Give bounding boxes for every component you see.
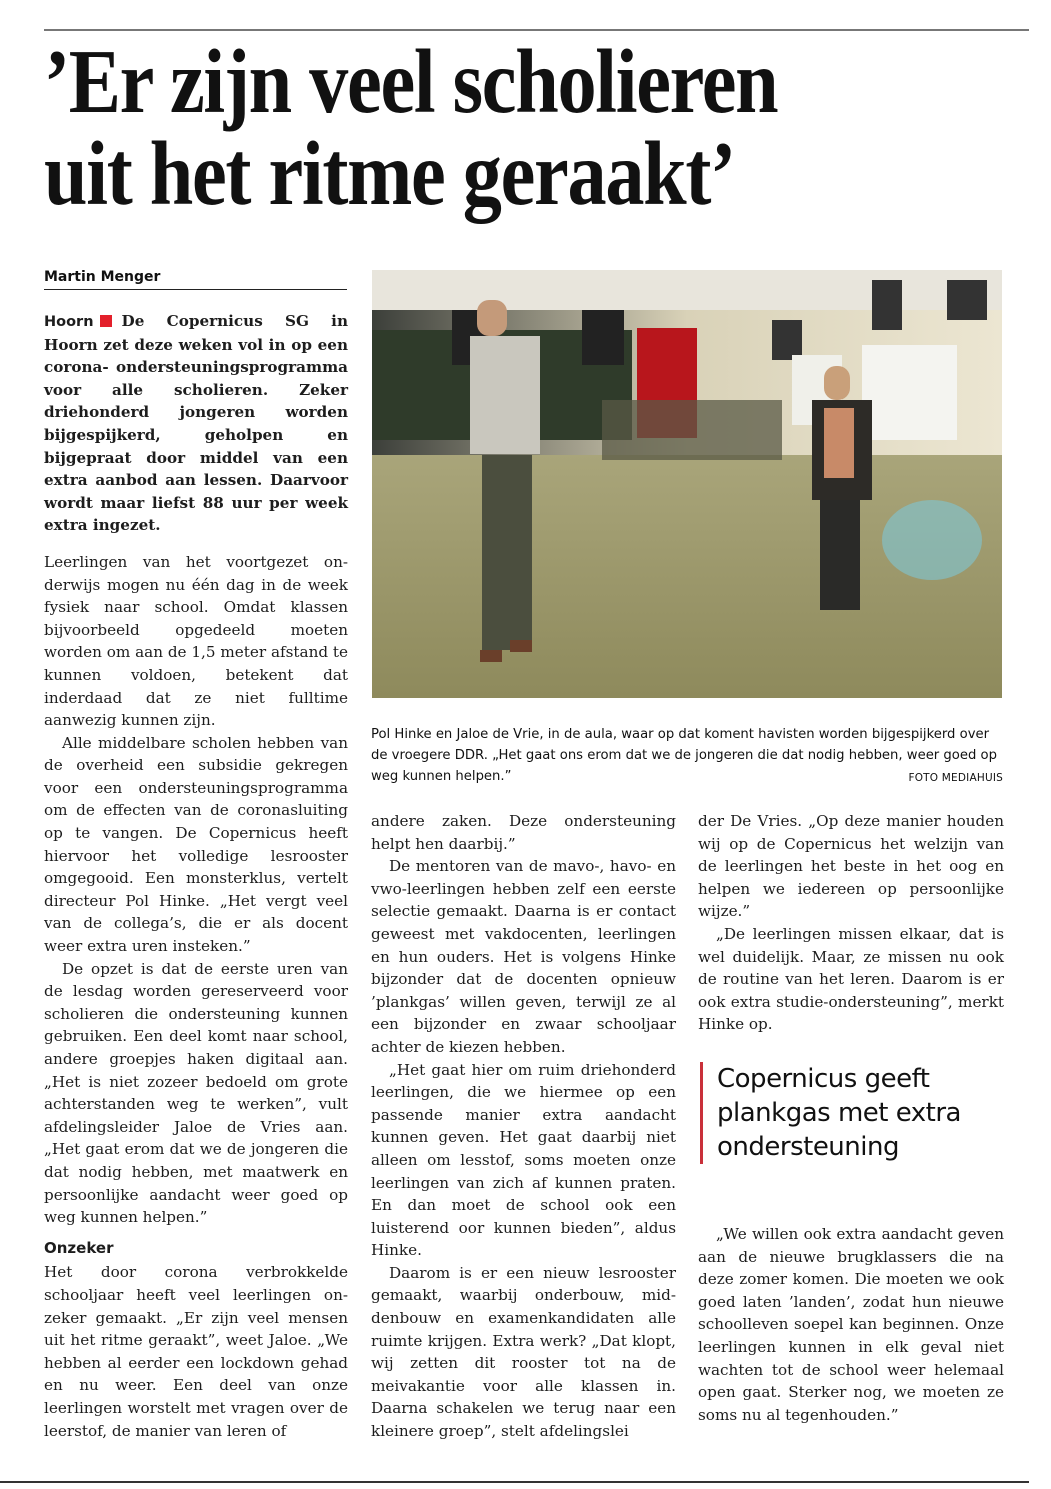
column-1 (44, 310, 348, 1442)
paragraph: „Het gaat hier om ruim driehonderd leerlingen, die we hiermee op een passende manier extra aandacht kunnen geven. Het gaat daarbij niet alleen om lesstof, soms moeten onze leerlingen van zich af kunnen praten. En dan moet de school ook een luisterend oor kunnen bieden”, aldus Hinke. (371, 1060, 676, 1260)
headline-line-2: uit het ritme geraakt’ (44, 123, 735, 224)
lead-text: De Copernicus SG in Hoorn zet deze weken vol in op een corona- ondersteuningsprogramma voor alle scholieren. Zeker driehonderd jongeren worden bijgespijkerd, geholpen en bijgepraat door middel van een extra aanbod aan lessen. Daarvoor wordt maar liefst 88 uur per week extra ingezet. (44, 312, 348, 535)
paragraph: Alle middelbare scholen hebben van de overheid een subsidie gekregen voor een ondersteuningsprogramma om de effecten van de coronasluiting op te vangen. De Copernicus heeft hiervoor het volledige lesrooster omgegooid. Een monsterklus, vertelt directeur Pol Hinke. „Het vergt veel van de collega’s, die er als docent weer extra uren insteken.” (44, 733, 348, 956)
byline: Martin Menger (44, 269, 347, 290)
bottom-rule (0, 1481, 1029, 1483)
subheading: Onzeker (44, 1238, 114, 1257)
red-square-icon (100, 315, 112, 327)
headline (44, 31, 895, 224)
article-photo (372, 270, 1002, 698)
column-2 (371, 810, 676, 1443)
pull-quote (700, 1062, 1037, 1164)
lead-paragraph (44, 310, 348, 537)
paragraph: De mentoren van de mavo-, havo- en vwo-leerlingen hebben zelf een eerste selectie gemaakt. Daarna is er contact geweest met vakdocenten, leerlingen en hun ouders. Het is volgens Hinke bijzonder dat de docenten opnieuw ’plankgas’ willen geven, terwijl ze al een bijzonder en zwaar schooljaar achter de kiezen hebben. (371, 857, 676, 1056)
paragraph: „We willen ook extra aandacht geven aan de nieuwe brugklassers die na deze zomer komen. Die moeten we ook goed laten ’landen’, zodat hun nieuwe schoolleven soepel kan beginnen. Onze leerlingen kunnen in elk geval niet wachten tot de school weer helemaal open gaat. Sterker nog, we moeten ze soms nu al tegenhouden.” (698, 1225, 1004, 1424)
photo-credit: FOTO MEDIAHUIS (908, 772, 1003, 784)
headline-line-1: ’Er zijn veel scholieren (44, 31, 778, 132)
paragraph: der De Vries. „Op deze manier houden wij op de Copernicus het welzijn van de leerlingen het beste in het oog en helpen we iedereen op persoonlijke wijze.” (698, 812, 1004, 921)
paragraph: andere zaken. Deze ondersteuning helpt hen daarbij.” (371, 812, 676, 853)
pull-quote-line-2: plankgas met extra (717, 1098, 961, 1128)
column-3-continued (698, 1223, 1004, 1426)
caption-text: Pol Hinke en Jaloe de Vrie, in de aula, waar op dat koment havisten worden bijgespijkerd over de vroegere DDR. „Het gaat ons erom dat we de jongeren die dat nodig hebben, weer goed op weg kunnen helpen.” (371, 727, 997, 784)
dateline: Hoorn (44, 314, 94, 330)
paragraph: Daarom is er een nieuw lesrooster gemaakt, waarbij onderbouw, middenbouw en examenkandidaten alle ruimte krijgen. Extra werk? „Dat klopt, wij zetten dit rooster tot na de meivakantie voor alle klassen in. Daarna schakelen we terug naar een kleinere groep”, stelt afdelingslei (371, 1263, 676, 1441)
photo-illustration (372, 270, 1002, 698)
pull-quote-line-3: ondersteuning (717, 1132, 899, 1162)
column-3 (698, 810, 1004, 1036)
paragraph: „De leerlingen missen elkaar, dat is wel duidelijk. Maar, ze missen nu ook de routine van het leren. Daarom is er ook extra studie-ondersteuning”, merkt Hinke op. (698, 924, 1004, 1034)
paragraph: Leerlingen van het voortgezet onderwijs mogen nu één dag in de week fysiek naar school. Omdat klassen bijvoorbeeld opgedeeld moeten worden om aan de 1,5 meter afstand te kunnen voldoen, betekent dat inderdaad dat ze niet fulltime aanwezig kunnen zijn. (44, 552, 348, 730)
paragraph: De opzet is dat de eerste uren van de lesdag worden gereserveerd voor scholieren die ondersteuning kunnen gebruiken. Een deel komt naar school, andere groepjes haken digitaal aan. „Het is niet zozeer bedoeld om grote achterstanden weg te werken”, vult afdelingsleider Jaloe de Vries aan. „Het gaat erom dat we de jongeren die dat nodig hebben, met maatwerk en persoonlijke aandacht weer goed op weg kunnen helpen.” (44, 959, 348, 1227)
photo-caption (371, 724, 1003, 789)
pull-quote-line-1: Copernicus geeft (717, 1064, 930, 1094)
paragraph: Het door corona verbrokkelde schooljaar heeft veel leerlingen onzeker gemaakt. „Er zijn veel mensen uit het ritme geraakt”, weet Jaloe. „We hebben al eerder een lockdown gehad en nu weer. Een deel van onze leerlingen worstelt met vragen over de leerstof, de manier van leren of (44, 1263, 348, 1440)
